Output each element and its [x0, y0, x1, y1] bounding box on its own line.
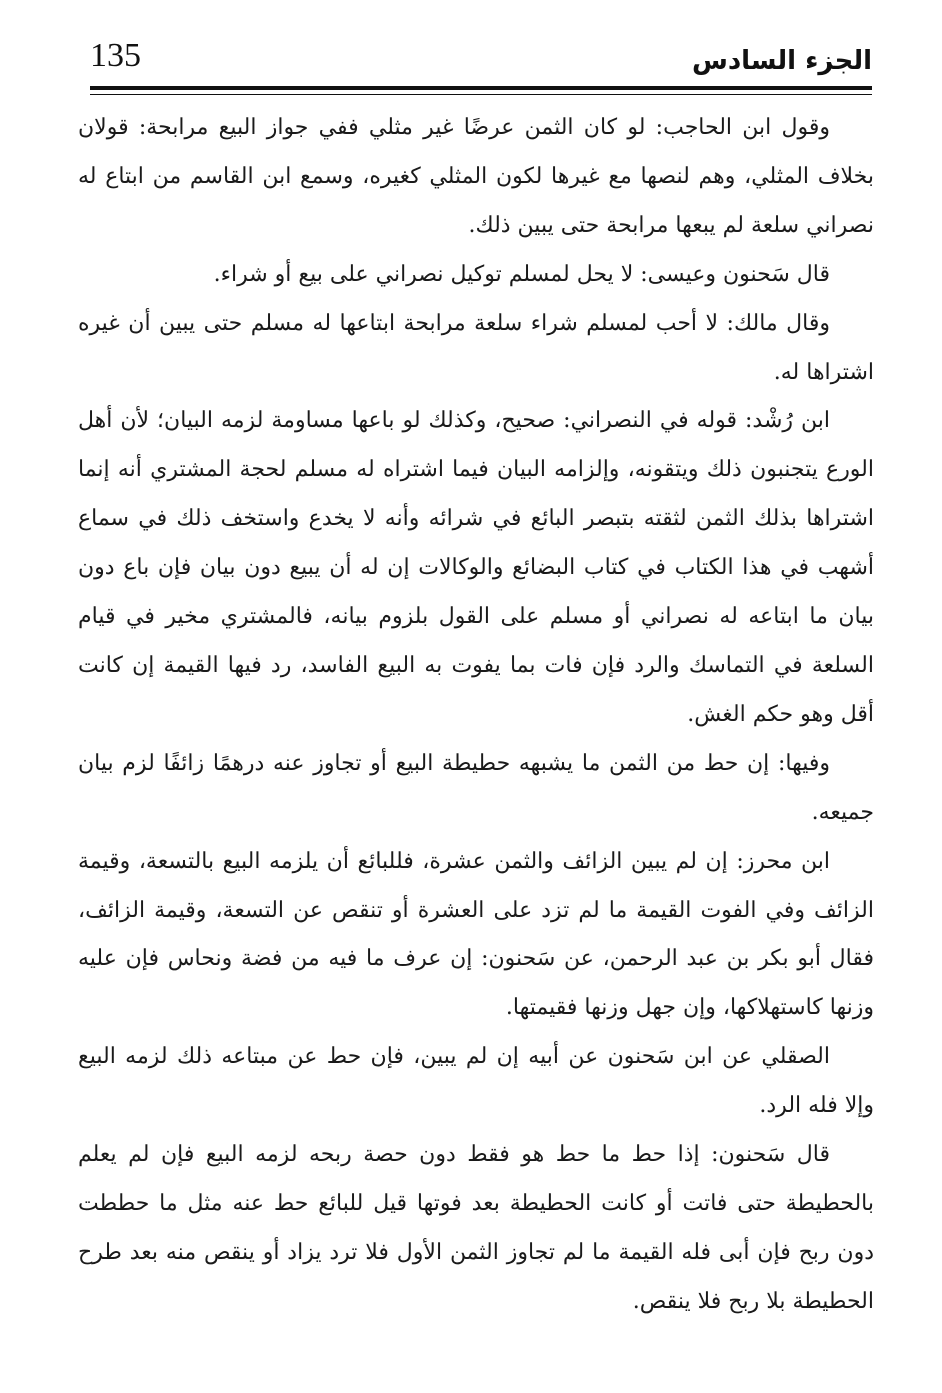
- page-header: [90, 34, 872, 84]
- header-rule: [90, 86, 872, 95]
- paragraph: وقال مالك: لا أحب لمسلم شراء سلعة مرابحة ابتاعها له مسلم حتى يبين أن غيره اشتراها له.: [78, 310, 874, 385]
- paragraph: قال سَحنون وعيسى: لا يحل لمسلم توكيل نصراني على بيع أو شراء.: [213, 261, 830, 287]
- volume-title: الجزء السادس: [691, 46, 872, 76]
- paragraph: ابن رُشْد: قوله في النصراني: صحيح، وكذلك لو باعها مساومة لزمه البيان؛ لأن أهل الورع يتجنبون ذلك ويتقونه، وإلزامه البيان فيما اشتراه له مسلم لحجة المشتري أنه إنما اشتراها بذلك الثمن لثقته بتبصر البائع في شرائه وأنه لا يخدع واستخف ذلك في سماع أشهب في هذا الكتاب في كتاب البضائع والوكالات إن له أن يبيع دون بيان فإن باع دون بيان ما ابتاعه له نصراني أو مسلم على القول بلزوم بيانه، فالمشتري مخير في قيام السلعة في التماسك والرد فإن فات بما يفوت به البيع الفاسد، رد فيها القيمة إن كانت أقل وهو حكم الغش.: [78, 408, 874, 727]
- body-text: [78, 104, 874, 1327]
- paragraph: وقول ابن الحاجب: لو كان الثمن عرضًا غير مثلي ففي جواز البيع مرابحة: قولان بخلاف المثلي، وهم لنصها مع غيرها لكون المثلي كغيره، وسمع ابن القاسم من ابتاع له نصراني سلعة لم يبعها مرابحة حتى يبين ذلك.: [78, 115, 874, 238]
- paragraph: ابن محرز: إن لم يبين الزائف والثمن عشرة، فللبائع أن يلزمه البيع بالتسعة، وقيمة الزائف وفي الفوت القيمة ما لم تزد على العشرة أو تنقص عن التسعة، وقيمة الزائف، فقال أبو بكر بن عبد الرحمن، عن سَحنون: إن عرف ما فيه من فضة ونحاس فإن عليه وزنها كاستهلاكها، وإن جهل وزنها فقيمتها.: [78, 848, 874, 1021]
- paragraph: قال سَحنون: إذا حط ما حط هو فقط دون حصة ربحه لزمه البيع فإن لم يعلم بالحطيطة حتى فاتت أو كانت الحطيطة بعد فوتها قيل للبائع حط عنه مثل ما حططت دون ربح فإن أبى فله القيمة ما لم تجاوز الثمن الأول فلا ترد يزاد أو ينقص منه بعد طرح الحطيطة بلا ربح فلا ينقص.: [78, 1142, 875, 1314]
- paragraph: وفيها: إن حط من الثمن ما يشبهه حطيطة البيع أو تجاوز عنه درهمًا زائفًا لزم بيان جميعه.: [78, 750, 874, 825]
- page-number: 135: [90, 37, 141, 74]
- paragraph: الصقلي عن ابن سَحنون عن أبيه إن لم يبين، فإن حط عن مبتاعه ذلك لزمه البيع وإلا فله الرد.: [78, 1044, 874, 1119]
